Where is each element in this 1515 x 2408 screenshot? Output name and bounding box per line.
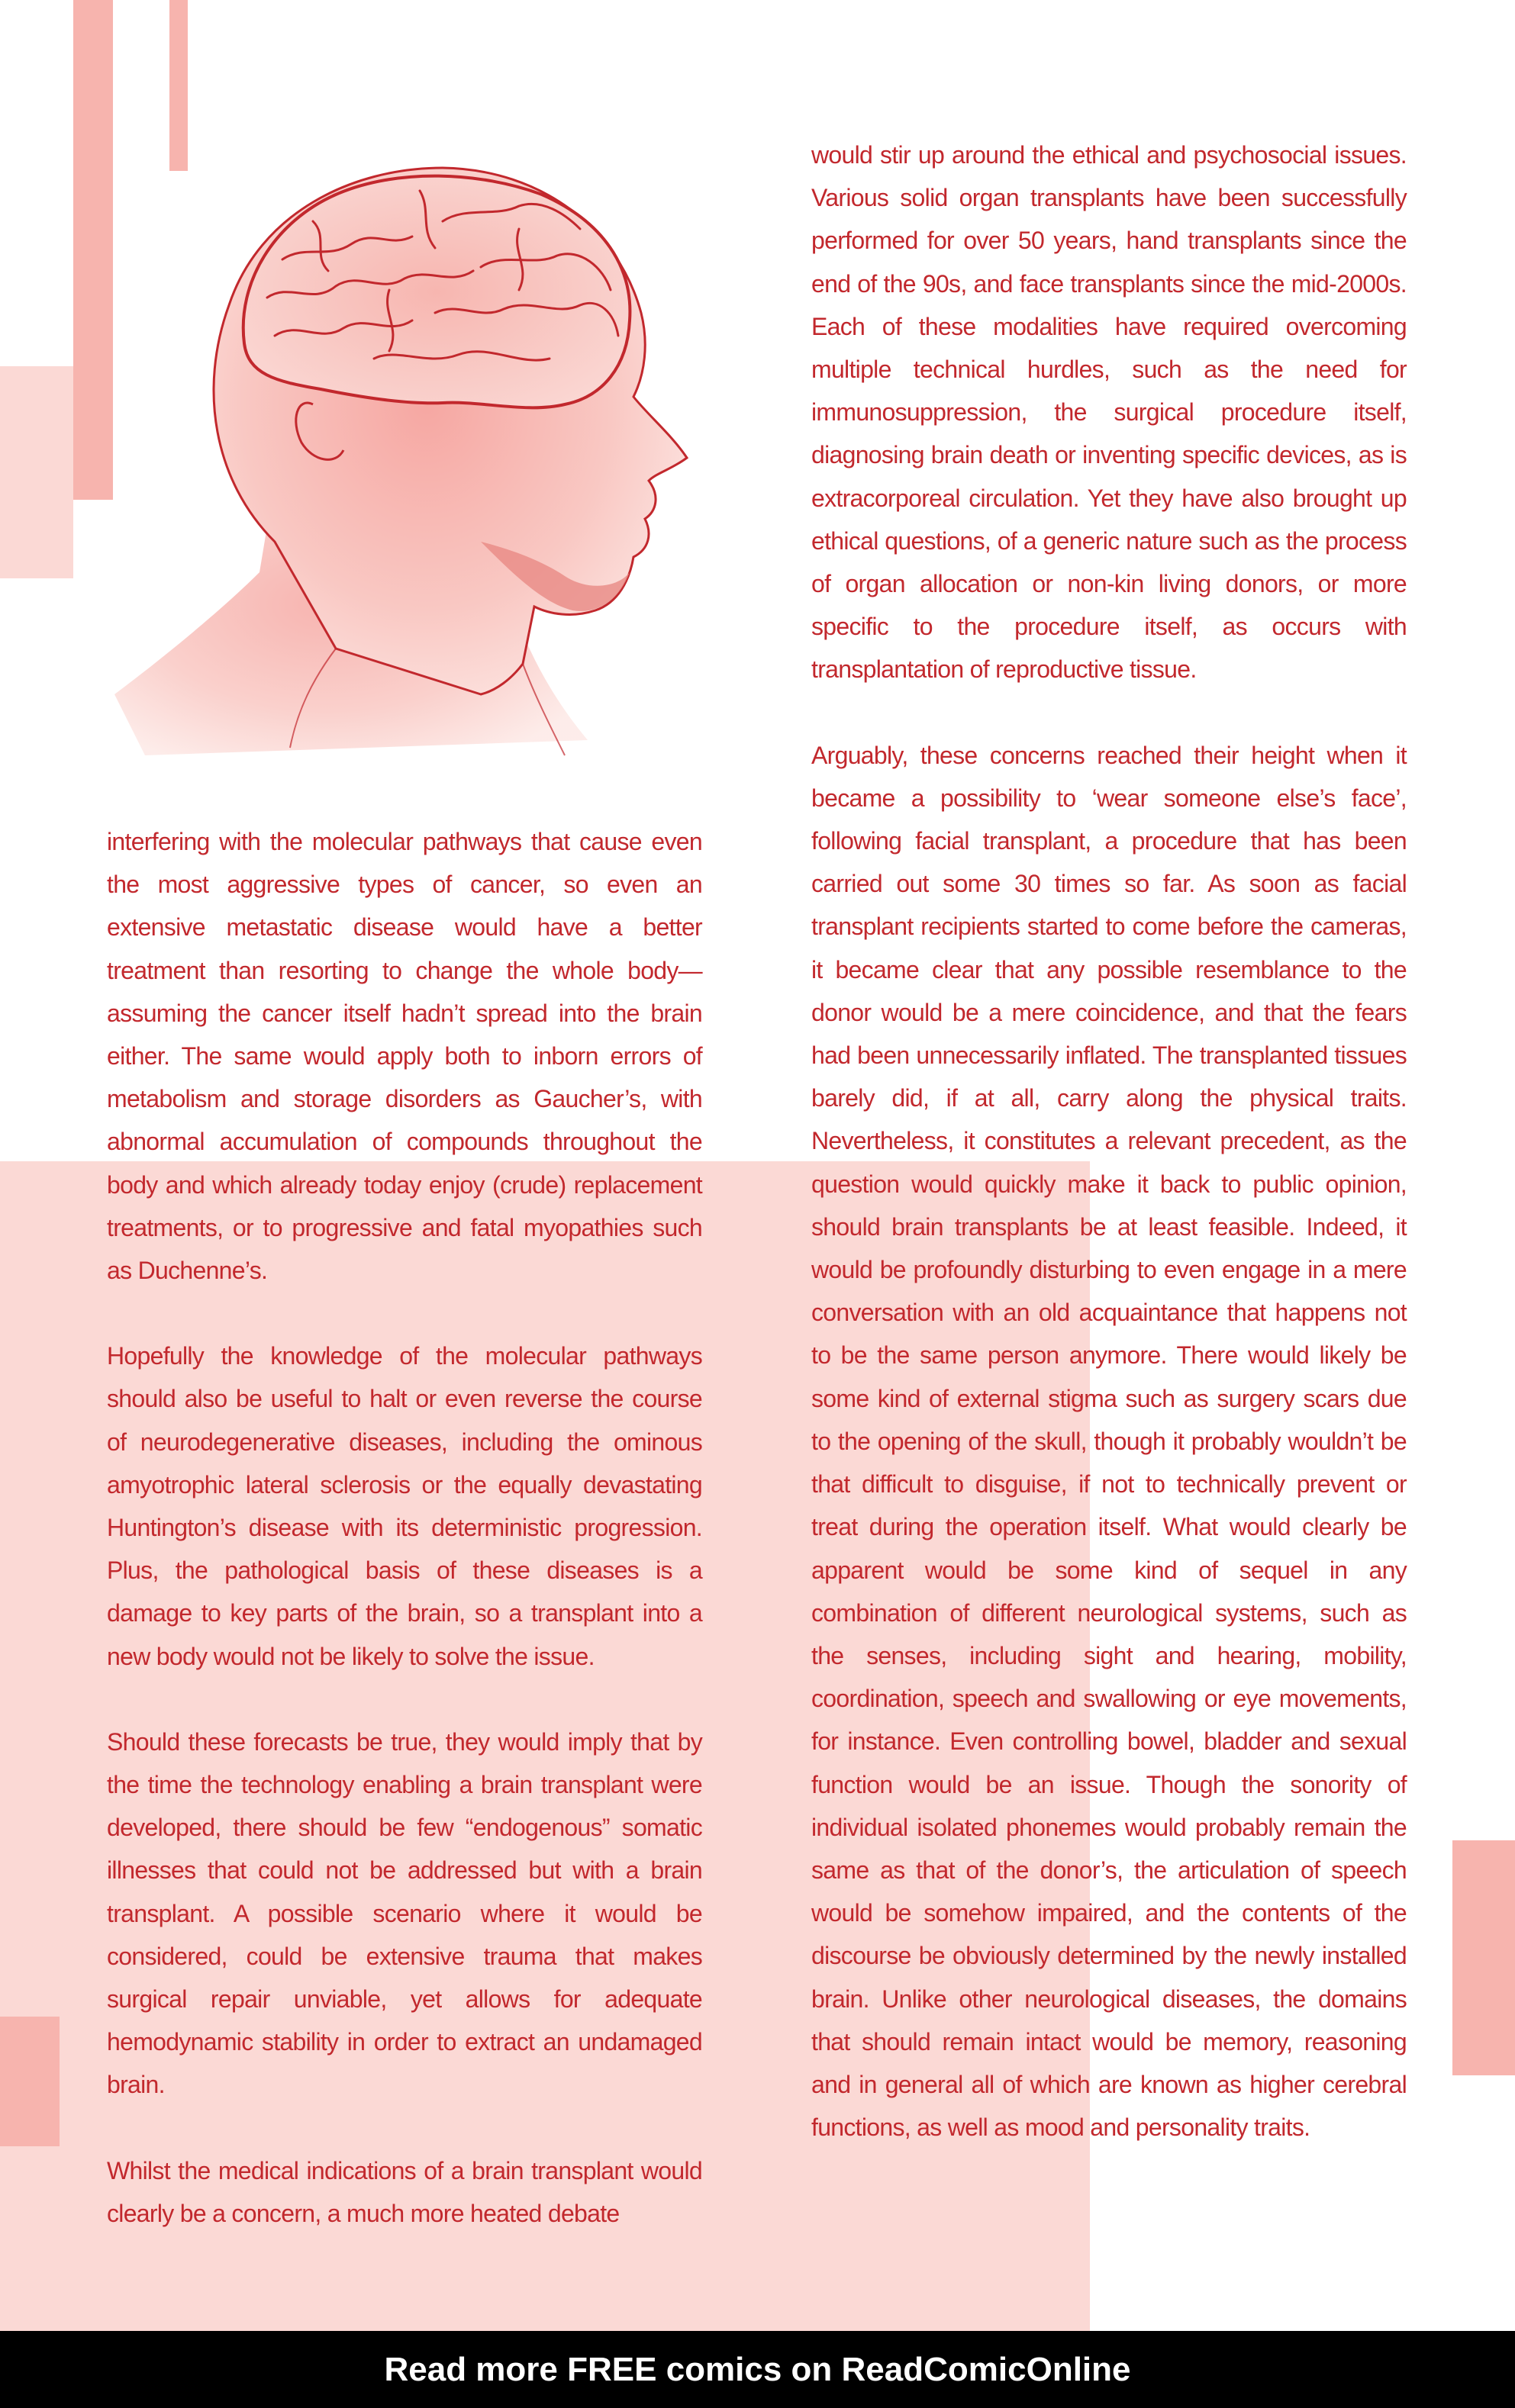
decorative-block-left	[0, 366, 73, 578]
paragraph: Hopefully the knowledge of the molecular pathways should also be useful to halt or even reverse the course of neurodegenerative diseases, including the ominous amyotrophic lateral sclerosis or the equally devastating Huntington’s disease with its deterministic progression. Plus, the pathological basis of these diseases is a damage to key parts of the brain, so a transplant into a new body would not be likely to solve the issue.	[107, 1342, 702, 1670]
decorative-block-left-lower	[0, 2017, 60, 2146]
article-right-column	[811, 134, 1407, 2191]
paragraph: interfering with the molecular pathways that cause even the most aggressive types of cancer, so even an extensive metastatic disease would have a better treatment than resorting to change the whole body—assuming the cancer itself hadn’t spread into the brain either. The same would apply both to inborn errors of metabolism and storage disorders as Gaucher’s, with abnormal accumulation of compounds throughout the body and which already today enjoy (crude) replacement treatments, or to progressive and fatal myopathies such as Duchenne’s.	[107, 828, 702, 1285]
article-left-column	[107, 820, 702, 2278]
paragraph: Arguably, these concerns reached their height when it became a possibility to ‘wear someone else’s face’, following facial transplant, a procedure that has been carried out some 30 times so far. As soon as facial transplant recipients started to come before the cameras, it became clear that any possible resemblance to the donor would be a mere coincidence, and that the fears had been unnecessarily inflated. The transplanted tissues barely did, if at all, carry along the physical traits. Nevertheless, it constitutes a relevant precedent, as the question would quickly make it back to public opinion, should brain transplants be at least feasible. Indeed, it would be profoundly disturbing to even engage in a mere conversation with an old acquaintance that happens not to be the same person anymore. There would likely be some kind of external stigma such as surgery scars due to the opening of the skull, though it probably wouldn’t be that difficult to disguise, if not to technically prevent or treat during the operation itself. What would clearly be apparent would be some kind of sequel in any combination of different neurological systems, such as the senses, including sight and hearing, mobility, coordination, speech and swallowing or eye movements, for instance. Even controlling bowel, bladder and sexual function would be an issue. Though the sonority of individual isolated phonemes would probably remain the same as that of the donor’s, the articulation of speech would be somehow impaired, and the contents of the discourse be obviously determined by the newly installed brain. Unlike other neurological diseases, the domains that should remain intact would be memory, reasoning and in general all of which are known as higher cerebral functions, as well as mood and personality traits.	[811, 741, 1407, 2142]
head-brain-illustration	[84, 114, 710, 771]
decorative-block-right	[1452, 1840, 1515, 2075]
paragraph: would stir up around the ethical and psychosocial issues. Various solid organ transplants have been successfully performed for over 50 years, hand transplants since the end of the 90s, and face transplants since the mid-2000s. Each of these modalities have required overcoming multiple technical hurdles, such as the need for immunosuppression, the surgical procedure itself, diagnosing brain death or inventing specific devices, as is extracorporeal circulation. Yet they have also brought up ethical questions, of a generic nature such as the process of organ allocation or non-kin living donors, or more specific to the procedure itself, as occurs with transplantation of reproductive tissue.	[811, 141, 1407, 684]
footer-banner[interactable]	[0, 2331, 1515, 2408]
footer-text[interactable]: Read more FREE comics on ReadComicOnline	[384, 2350, 1131, 2388]
paragraph: Should these forecasts be true, they would imply that by the time the technology enabling a brain transplant were developed, there should be few “endogenous” somatic illnesses that could not be addressed but with a brain transplant. A possible scenario where it would be considered, could be extensive trauma that makes surgical repair unviable, yet allows for adequate hemodynamic stability in order to extract an undamaged brain.	[107, 1727, 702, 2099]
paragraph: Whilst the medical indications of a brain transplant would clearly be a concern, a much more heated debate	[107, 2156, 702, 2227]
